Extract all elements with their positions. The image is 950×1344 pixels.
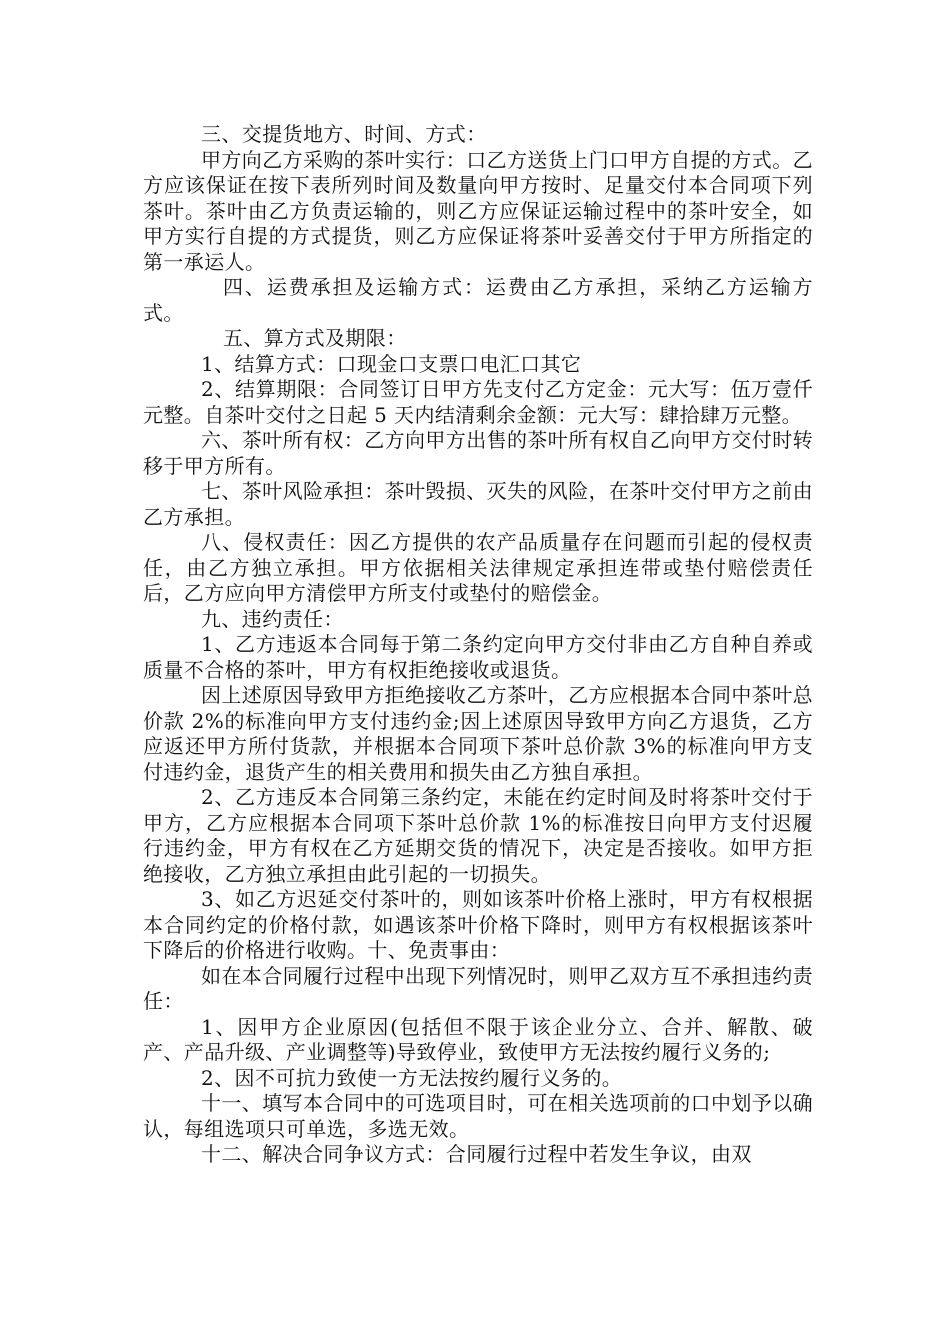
- paragraph-dispute: 十二、解决合同争议方式：合同履行过程中若发生争议，由双: [201, 1142, 752, 1166]
- section-heading-delivery: 三、交提货地方、时间、方式：: [201, 122, 487, 146]
- paragraph-tort-liability: 八、侵权责任：因乙方提供的农产品质量存在问题而引起的侵权责任，由乙方独立承担。甲方依据相关法律规定承担连带或垫付赔偿责任后，乙方应向甲方清偿甲方所支付或垫付的赔偿金。: [143, 530, 813, 605]
- paragraph-exemption-1: 1、因甲方企业原因(包括但不限于该企业分立、合并、解散、破产、产品升级、产业调整等)导致停业，致使甲方无法按约履行义务的;: [143, 1014, 813, 1064]
- section-heading-breach: 九、违约责任：: [201, 606, 344, 631]
- paragraph-settlement-method: 1、结算方式：口现金口支票口电汇口其它: [201, 351, 582, 376]
- paragraph-risk: 七、茶叶风险承担：茶叶毁损、灭失的风险，在茶叶交付甲方之前由乙方承担。: [143, 479, 813, 529]
- section-heading-settlement: 五、算方式及期限：: [223, 326, 407, 350]
- paragraph-breach-1-detail: 因上述原因导致甲方拒绝接收乙方茶叶，乙方应根据本合同中茶叶总价款 2%的标准向甲方支付违约金;因上述原因导致甲方向乙方退货，乙方应返还甲方所付货款，并根据本合同项下茶叶总价款 3%的标准向甲方支付违约金，退货产生的相关费用和损失由乙方独自承担。: [143, 683, 813, 784]
- paragraph-exemption: 如在本合同履行过程中出现下列情况时，则甲乙双方互不承担违约责任：: [143, 963, 813, 1013]
- document-body: [143, 122, 813, 1168]
- paragraph-settlement-period: 2、结算期限：合同签订日甲方先支付乙方定金：元大写：伍万壹仟元整。自茶叶交付之日起 5 天内结清剩余金额：元大写：肆拾肆万元整。: [143, 377, 813, 427]
- paragraph-breach-2: 2、乙方违反本合同第三条约定，未能在约定时间及时将茶叶交付于甲方，乙方应根据本合同项下茶叶总价款 1%的标准按日向甲方支付迟履行违约金，甲方有权在乙方延期交货的情况下，决定是否接收。如甲方拒绝接收，乙方独立承担由此引起的一切损失。: [143, 785, 813, 886]
- paragraph-ownership: 六、茶叶所有权：乙方向甲方出售的茶叶所有权自乙向甲方交付时转移于甲方所有。: [143, 428, 813, 478]
- paragraph-breach-3: 3、如乙方迟延交付茶叶的，则如该茶叶价格上涨时，甲方有权根据本合同约定的价格付款，如遇该茶叶价格下降时，则甲方有权根据该茶叶下降后的价格进行收购。十、免责事由：: [143, 887, 813, 962]
- paragraph-breach-1: 1、乙方违返本合同每于第二条约定向甲方交付非由乙方自种自养或质量不合格的茶叶，甲方有权拒绝接收或退货。: [143, 632, 813, 682]
- paragraph-delivery-method: 甲方向乙方采购的茶叶实行：口乙方送货上门口甲方自提的方式。乙方应该保证在按下表所列时间及数量向甲方按时、足量交付本合同项下列茶叶。茶叶由乙方负责运输的，则乙方应保证运输过程中的茶叶安全，如甲方实行自提的方式提货，则乙方应保证将茶叶妥善交付于甲方所指定的第一承运人。: [143, 147, 813, 274]
- paragraph-options: 十一、填写本合同中的可选项目时，可在相关选项前的口中划予以确认，每组选项只可单选，多选无效。: [143, 1091, 813, 1141]
- paragraph-freight: 四、运费承担及运输方式：运费由乙方承担，采纳乙方运输方式。: [143, 275, 813, 325]
- paragraph-exemption-2: 2、因不可抗力致使一方无法按约履行义务的。: [201, 1065, 623, 1090]
